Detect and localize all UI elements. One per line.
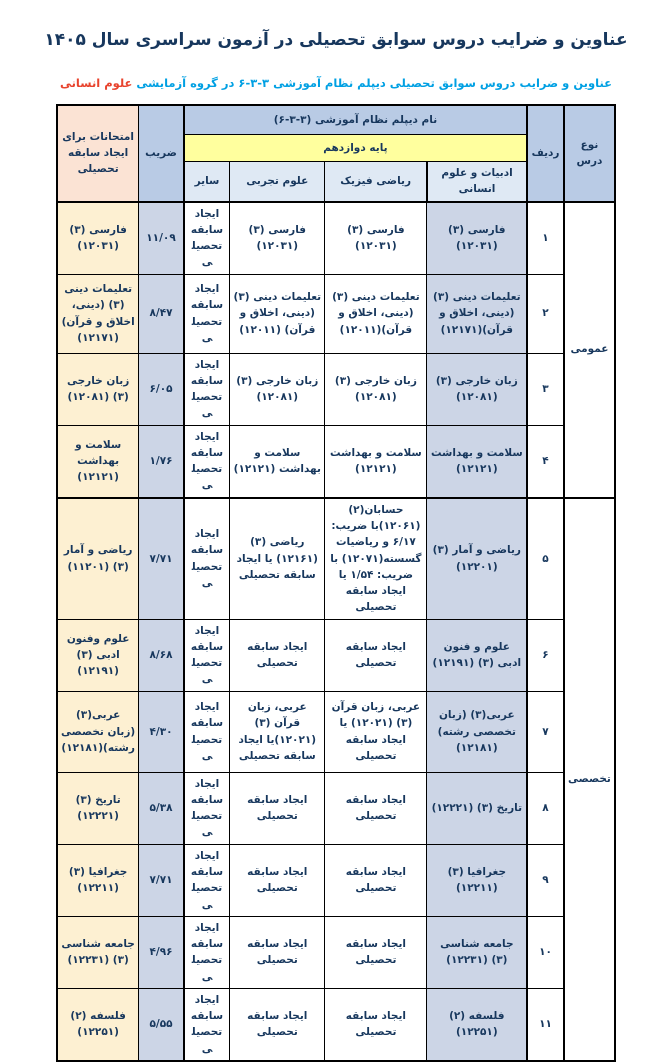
cell-riazi-fizik: ایجاد سابقه تحصیلی — [325, 988, 427, 1061]
row-number-cell: ۵ — [527, 498, 564, 619]
cell-adabiat-olum-ensani: سلامت و بهداشت (۱۲۱۲۱) — [427, 425, 527, 498]
cell-adabiat-olum-ensani: جغرافیا (۳) (۱۲۲۱۱) — [427, 844, 527, 916]
subtitle-main-text: عناوین و ضرایب دروس سوابق تحصیلی دیپلم نظام آموزشی ۳-۳-۶ در گروه آزمایشی — [132, 76, 613, 90]
row-number-cell: ۱ — [527, 202, 564, 275]
subjects-coefficients-table — [56, 104, 616, 1062]
cell-sayer: ایجاد سابقه تحصیلی — [184, 988, 230, 1061]
cell-exam-title: سلامت و بهداشت (۱۲۱۲۱) — [57, 425, 139, 498]
table-row — [57, 425, 615, 498]
table-row — [57, 619, 615, 691]
cell-olum-tajrobi: فارسی (۳) (۱۲۰۳۱) — [230, 202, 325, 275]
header-col-adabiat: ادبیات و علوم انسانی — [427, 162, 527, 202]
cell-riazi-fizik: زبان خارجی (۳)(۱۲۰۸۱) — [325, 353, 427, 425]
cell-coefficient: ۱/۷۶ — [139, 425, 184, 498]
cell-riazi-fizik: سلامت و بهداشت (۱۲۱۲۱) — [325, 425, 427, 498]
cell-adabiat-olum-ensani: علوم و فنون ادبی (۳) (۱۲۱۹۱) — [427, 619, 527, 691]
cell-exam-title: ریاضی و آمار (۳) (۱۱۲۰۱) — [57, 498, 139, 619]
header-course-type: نوع درس — [564, 105, 615, 202]
cell-olum-tajrobi: ایجاد سابقه تحصیلی — [230, 619, 325, 691]
cell-riazi-fizik: ایجاد سابقه تحصیلی — [325, 772, 427, 844]
row-number-cell: ۱۰ — [527, 916, 564, 988]
cell-coefficient: ۷/۷۱ — [139, 498, 184, 619]
cell-riazi-fizik: ایجاد سابقه تحصیلی — [325, 619, 427, 691]
cell-sayer: ایجاد سابقه تحصیلی — [184, 619, 230, 691]
cell-olum-tajrobi: ایجاد سابقه تحصیلی — [230, 988, 325, 1061]
cell-exam-title: زبان خارجی (۳) (۱۲۰۸۱) — [57, 353, 139, 425]
page-subtitle — [0, 76, 672, 90]
table-row — [57, 274, 615, 353]
table-row — [57, 202, 615, 275]
table-row — [57, 498, 615, 619]
row-number-cell: ۲ — [527, 274, 564, 353]
cell-exam-title: جغرافیا (۳) (۱۲۲۱۱) — [57, 844, 139, 916]
course-type-group: عمومی — [564, 202, 615, 498]
cell-exam-title: فلسفه (۲)(۱۲۲۵۱) — [57, 988, 139, 1061]
cell-riazi-fizik: ایجاد سابقه تحصیلی — [325, 916, 427, 988]
header-col-tajrobi: علوم تجربی — [230, 162, 325, 202]
cell-sayer: ایجاد سابقه تحصیلی — [184, 353, 230, 425]
cell-coefficient: ۵/۵۵ — [139, 988, 184, 1061]
header-exams: امتحانات برای ایجاد سابقه تحصیلی — [57, 105, 139, 202]
cell-adabiat-olum-ensani: فارسی (۳) (۱۲۰۳۱) — [427, 202, 527, 275]
cell-olum-tajrobi: تعلیمات دینی (۳) (دینی، اخلاق و قرآن) (۱۲۰۱۱) — [230, 274, 325, 353]
row-number-cell: ۳ — [527, 353, 564, 425]
header-col-sayer: سایر — [184, 162, 230, 202]
table-body — [57, 202, 615, 1061]
cell-sayer: ایجاد سابقه تحصیلی — [184, 202, 230, 275]
cell-adabiat-olum-ensani: زبان خارجی (۳)(۱۲۰۸۱) — [427, 353, 527, 425]
table-row — [57, 988, 615, 1061]
cell-exam-title: تعلیمات دینی (۳) (دینی، اخلاق و قرآن) (۱۲۱۷۱) — [57, 274, 139, 353]
header-row-no: ردیف — [527, 105, 564, 202]
cell-riazi-fizik: تعلیمات دینی (۳) (دینی، اخلاق و قرآن)(۱۲۰۱۱) — [325, 274, 427, 353]
row-number-cell: ۶ — [527, 619, 564, 691]
cell-sayer: ایجاد سابقه تحصیلی — [184, 916, 230, 988]
cell-riazi-fizik: عربی، زبان قرآن (۳) (۱۲۰۲۱) یا ایجاد سابقه تحصیلی — [325, 691, 427, 772]
row-number-cell: ۷ — [527, 691, 564, 772]
cell-adabiat-olum-ensani: تاریخ (۳) (۱۲۲۲۱) — [427, 772, 527, 844]
cell-coefficient: ۸/۶۸ — [139, 619, 184, 691]
cell-sayer: ایجاد سابقه تحصیلی — [184, 772, 230, 844]
cell-olum-tajrobi: عربی، زبان قرآن (۳) (۱۲۰۲۱)یا ایجاد سابقه تحصیلی — [230, 691, 325, 772]
row-number-cell: ۱۱ — [527, 988, 564, 1061]
table-row — [57, 772, 615, 844]
cell-olum-tajrobi: زبان خارجی (۳)(۱۲۰۸۱) — [230, 353, 325, 425]
header-diploma-group: نام دیپلم نظام آموزشی (۳-۳-۶) — [184, 105, 527, 135]
course-type-group: تخصصی — [564, 498, 615, 1061]
cell-sayer: ایجاد سابقه تحصیلی — [184, 691, 230, 772]
cell-exam-title: جامعه شناسی (۳) (۱۲۲۳۱) — [57, 916, 139, 988]
row-number-cell: ۴ — [527, 425, 564, 498]
cell-exam-title: فارسی (۳) (۱۲۰۳۱) — [57, 202, 139, 275]
cell-olum-tajrobi: ریاضی (۳)(۱۲۱۶۱) یا ایجاد سابقه تحصیلی — [230, 498, 325, 619]
cell-coefficient: ۶/۰۵ — [139, 353, 184, 425]
row-number-cell: ۸ — [527, 772, 564, 844]
cell-coefficient: ۴/۹۶ — [139, 916, 184, 988]
cell-sayer: ایجاد سابقه تحصیلی — [184, 274, 230, 353]
header-coefficient: ضریب — [139, 105, 184, 202]
cell-sayer: ایجاد سابقه تحصیلی — [184, 498, 230, 619]
cell-coefficient: ۴/۳۰ — [139, 691, 184, 772]
cell-riazi-fizik: فارسی (۳) (۱۲۰۳۱) — [325, 202, 427, 275]
table-row — [57, 691, 615, 772]
cell-riazi-fizik: حسابان(۲) (۱۲۰۶۱)با ضریب: ۶/۱۷ و ریاضیات گسسته(۱۲۰۷۱) با ضریب: ۱/۵۴ یا ایجاد سابقه تحصیلی — [325, 498, 427, 619]
page-title: عناوین و ضرایب دروس سوابق تحصیلی در آزمون سراسری سال ۱۴۰۵ — [44, 30, 628, 50]
cell-olum-tajrobi: ایجاد سابقه تحصیلی — [230, 916, 325, 988]
cell-sayer: ایجاد سابقه تحصیلی — [184, 425, 230, 498]
table-row — [57, 916, 615, 988]
cell-exam-title: تاریخ (۳) (۱۲۲۲۱) — [57, 772, 139, 844]
cell-adabiat-olum-ensani: عربی(۳) (زبان تخصصی رشته) (۱۲۱۸۱) — [427, 691, 527, 772]
cell-adabiat-olum-ensani: فلسفه (۲) (۱۲۲۵۱) — [427, 988, 527, 1061]
cell-coefficient: ۵/۳۸ — [139, 772, 184, 844]
cell-coefficient: ۷/۷۱ — [139, 844, 184, 916]
header-grade-twelve: پایه دوازدهم — [184, 135, 527, 162]
row-number-cell: ۹ — [527, 844, 564, 916]
cell-sayer: ایجاد سابقه تحصیلی — [184, 844, 230, 916]
cell-olum-tajrobi: ایجاد سابقه تحصیلی — [230, 844, 325, 916]
cell-adabiat-olum-ensani: ریاضی و آمار (۳) (۱۲۲۰۱) — [427, 498, 527, 619]
cell-exam-title: علوم وفنون ادبی (۳) (۱۲۱۹۱) — [57, 619, 139, 691]
table-row — [57, 353, 615, 425]
cell-exam-title: عربی(۳) (زبان تخصصی رشته)(۱۲۱۸۱) — [57, 691, 139, 772]
cell-olum-tajrobi: ایجاد سابقه تحصیلی — [230, 772, 325, 844]
cell-adabiat-olum-ensani: جامعه شناسی (۳) (۱۲۲۳۱) — [427, 916, 527, 988]
cell-coefficient: ۸/۴۷ — [139, 274, 184, 353]
table-row — [57, 844, 615, 916]
cell-coefficient: ۱۱/۰۹ — [139, 202, 184, 275]
subtitle-highlight-text: علوم انسانی — [59, 76, 133, 90]
cell-adabiat-olum-ensani: تعلیمات دینی (۳) (دینی، اخلاق و قرآن)(۱۲۱۷۱) — [427, 274, 527, 353]
cell-riazi-fizik: ایجاد سابقه تحصیلی — [325, 844, 427, 916]
cell-olum-tajrobi: سلامت و بهداشت (۱۲۱۲۱) — [230, 425, 325, 498]
header-col-riazi: ریاضی فیزیک — [325, 162, 427, 202]
